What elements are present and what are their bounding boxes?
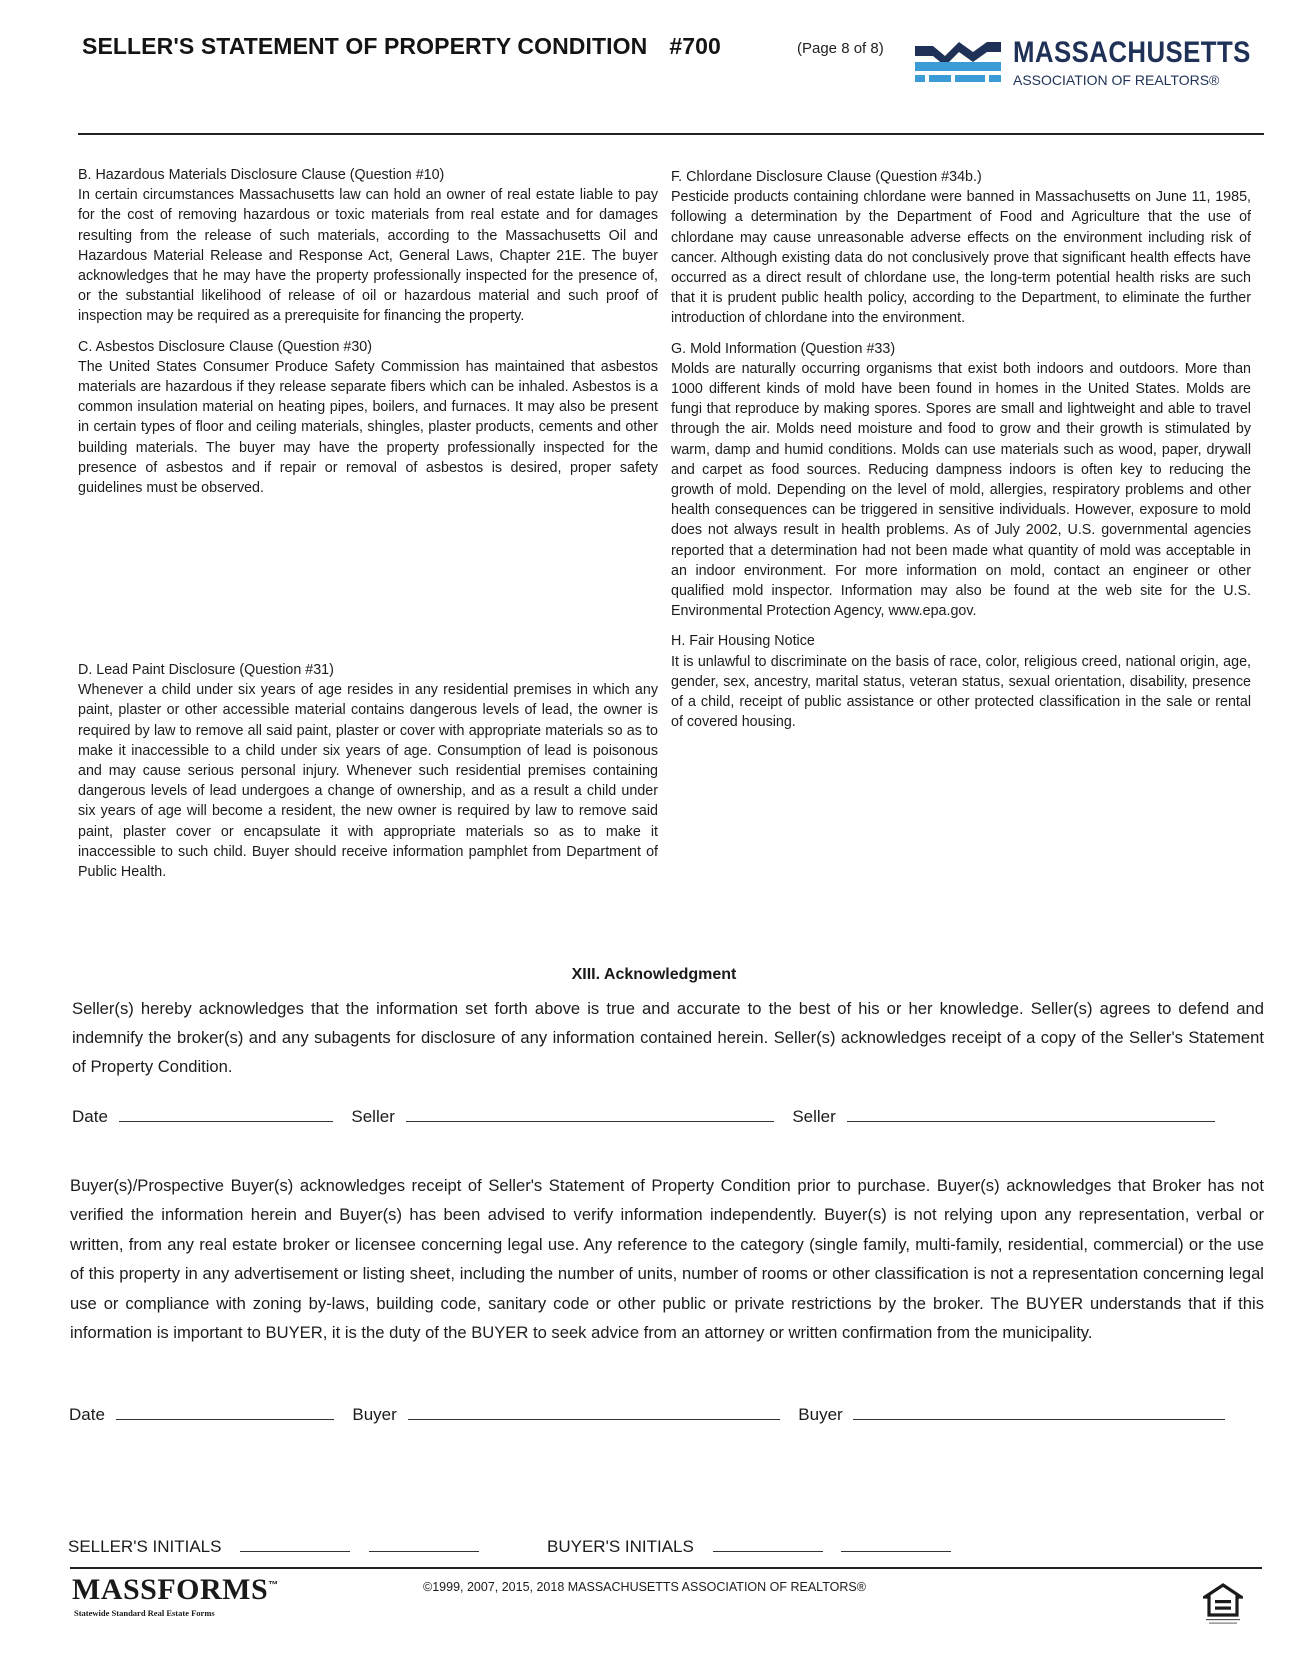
mar-logo-icon xyxy=(915,36,1001,86)
lead-paint-section xyxy=(78,660,658,882)
form-title: SELLER'S STATEMENT OF PROPERTY CONDITION #700 xyxy=(82,33,721,59)
equal-housing-opportunity-icon xyxy=(1203,1583,1243,1628)
section-body: Whenever a child under six years of age resides in any residential premises in which any paint, plaster or other accessible material contains dangerous levels of lead, the owner is required by law to remove all said paint, plaster or cover with appropriate materials so as to make it inaccessible to a child under six years of age. Consumption of lead is poisonous and may cause serious personal injury. Whenever such residential premises containing dangerous levels of lead undergoes a change of ownership, and as a result a child under six years of age will become a resident, the new owner is required by law to remove said paint, plaster cover or encapsulate it with appropriate materials so as to make it inaccessible to such child. Buyer should receive information pamphlet from Department of Public Health. xyxy=(78,682,658,881)
left-column xyxy=(78,165,658,508)
section-body: The United States Consumer Produce Safety Commission has maintained that asbestos materials are hazardous if they release separate fibers which can be inhaled. Asbestos is a common insulation material on heating pipes, boilers, and furnaces. It may also be present in certain types of floor and ceiling materials, shingles, plaster products, cements and other building materials. The buyer may have the property professionally inspected for the presence of asbestos and if repair or removal of asbestos is desired, proper safety guidelines must be observed. xyxy=(78,358,658,497)
section-heading: C. Asbestos Disclosure Clause (Question #30) xyxy=(78,338,373,355)
seller-acknowledgment-text: Seller(s) hereby acknowledges that the information set forth above is true and accurate to the best of his or her knowledge. Seller(s) agrees to defend and indemnify the broker(s) and any subagents for disclosure of any information contained herein. Seller(s) acknowledges receipt of a copy of the Seller's Statement of Property Condition. xyxy=(72,999,1264,1076)
massforms-tagline: Statewide Standard Real Estate Forms xyxy=(74,1608,215,1618)
massforms-logo: MASSFORMS™ xyxy=(72,1573,279,1606)
acknowledgment-title: XIII. Acknowledgment xyxy=(571,966,737,983)
copyright-notice: ©1999, 2007, 2015, 2018 MASSACHUSETTS ASSOCIATION OF REALTORS® xyxy=(423,1580,866,1594)
fair-housing-section xyxy=(671,631,1251,732)
seller-signature-field-1[interactable] xyxy=(406,1105,774,1122)
section-body: Pesticide products containing chlordane were banned in Massachusetts on June 11, 1985, following a determination by the Department of Food and Agriculture that the use of chlordane may cause unreasonable adverse effects on the environment including risk of cancer. Although existing data do not conclusively prove that significant health effects have occurred as a direct result of chlordane use, the long-term potential health risks are such that it is prudent public health policy, according to the Department, to eliminate the further introduction of chlordane into the environment. xyxy=(671,189,1251,327)
mold-section xyxy=(671,339,1251,622)
hazardous-materials-section xyxy=(78,165,658,327)
right-column xyxy=(671,167,1251,742)
buyer-label: Buyer xyxy=(798,1405,843,1424)
section-heading: B. Hazardous Materials Disclosure Clause (Question #10) xyxy=(78,167,445,183)
date-label: Date xyxy=(72,1107,108,1126)
org-name: MASSACHUSETTS xyxy=(1013,36,1251,69)
form-number: #700 xyxy=(669,33,721,59)
header-divider xyxy=(78,133,1264,135)
seller-initials-field-1[interactable] xyxy=(240,1535,350,1552)
seller-date-field[interactable] xyxy=(119,1105,333,1122)
buyer-date-field[interactable] xyxy=(116,1403,334,1420)
section-body: Molds are naturally occurring organisms that exist both indoors and outdoors. More than 1000 different kinds of mold have been found in homes in the United States. Molds are fungi that reproduce by making spores. Spores are small and lightweight and able to travel through the air. Molds need moisture and food to grow and their growth is stimulated by warm, damp and humid conditions. Molds can use materials such as wood, paper, drywall and carpet as food sources. Reducing dampness indoors is often key to reducing the growth of mold. Depending on the level of mold, allergies, respiratory problems and other health consequences can be triggered in sensitive individuals. However, exposure to mold does not always result in health problems. As of July 2002, U.S. governmental agencies reported that a determination had not been made what quantity of mold was acceptable in an indoor environment. For more information on mold, contact an engineer or other qualified mold inspector. Information may also be found at the web site for the U.S. Environmental Protection Agency, www.epa.gov. xyxy=(671,360,1251,620)
buyer-signature-field-2[interactable] xyxy=(853,1403,1225,1420)
buyer-initials-field-2[interactable] xyxy=(841,1535,951,1552)
buyer-signature-field-1[interactable] xyxy=(408,1403,780,1420)
buyer-label: Buyer xyxy=(352,1405,397,1424)
seller-signature-row xyxy=(72,1105,1215,1127)
section-body: In certain circumstances Massachusetts law can hold an owner of real estate liable to pay for the cost of removing hazardous or toxic materials from real estate and for damages resulting from the release of such materials, according to the Massachusetts Oil and Hazardous Material Release and Response Act, General Laws, Chapter 21E. The buyer acknowledges that he may have the property professionally inspected for the presence of, or the substantial likelihood of release of oil or hazardous material and such proof of inspection may be required as a prerequisite for financing the property. xyxy=(78,187,658,325)
buyer-initials-label: BUYER'S INITIALS xyxy=(547,1537,694,1556)
chlordane-section xyxy=(671,167,1251,329)
date-label: Date xyxy=(69,1405,105,1424)
seller-initials-field-2[interactable] xyxy=(369,1535,479,1552)
seller-initials-row xyxy=(68,1535,479,1557)
asbestos-section xyxy=(78,337,658,499)
buyer-initials-field-1[interactable] xyxy=(713,1535,823,1552)
section-heading: F. Chlordane Disclosure Clause (Question #34b.) xyxy=(671,169,982,185)
section-body: It is unlawful to discriminate on the basis of race, color, religious creed, national origin, age, gender, sex, ancestry, marital status, veteran status, sexual orientation, disability, presence of a child, receipt of public assistance or other protected classification in the sale or rental of covered housing. xyxy=(671,653,1251,731)
buyer-acknowledgment-text: Buyer(s)/Prospective Buyer(s) acknowledges receipt of Seller's Statement of Property Condition prior to purchase. Buyer(s) acknowledges that Broker has not verified the information herein and Buyer(s) has been advised to verify information independently. Buyer(s) is not relying upon any representation, verbal or written, from any real estate broker or licensee concerning legal use. Any reference to the category (single family, multi-family, residential, commercial) or the use of this property in any advertisement or listing sheet, including the number of units, number of rooms or other classification is not a representation concerning legal use or compliance with zoning by-laws, building code, sanitary code or other public or private restrictions by the broker. The BUYER understands that if this information is important to BUYER, it is the duty of the BUYER to seek advice from an attorney or written confirmation from the municipality. xyxy=(70,1176,1264,1343)
footer-divider xyxy=(70,1567,1262,1569)
buyer-signature-row xyxy=(69,1403,1225,1425)
buyer-initials-row xyxy=(547,1535,951,1557)
section-heading: D. Lead Paint Disclosure (Question #31) xyxy=(78,662,334,678)
seller-initials-label: SELLER'S INITIALS xyxy=(68,1537,222,1556)
section-heading: G. Mold Information (Question #33) xyxy=(671,340,896,357)
seller-signature-field-2[interactable] xyxy=(847,1105,1215,1122)
left-column-lower xyxy=(78,660,658,892)
seller-label: Seller xyxy=(351,1107,395,1126)
org-subtitle: ASSOCIATION OF REALTORS® xyxy=(1013,72,1220,88)
page-indicator: (Page 8 of 8) xyxy=(797,40,884,57)
section-heading: H. Fair Housing Notice xyxy=(671,633,815,650)
seller-label: Seller xyxy=(792,1107,836,1126)
